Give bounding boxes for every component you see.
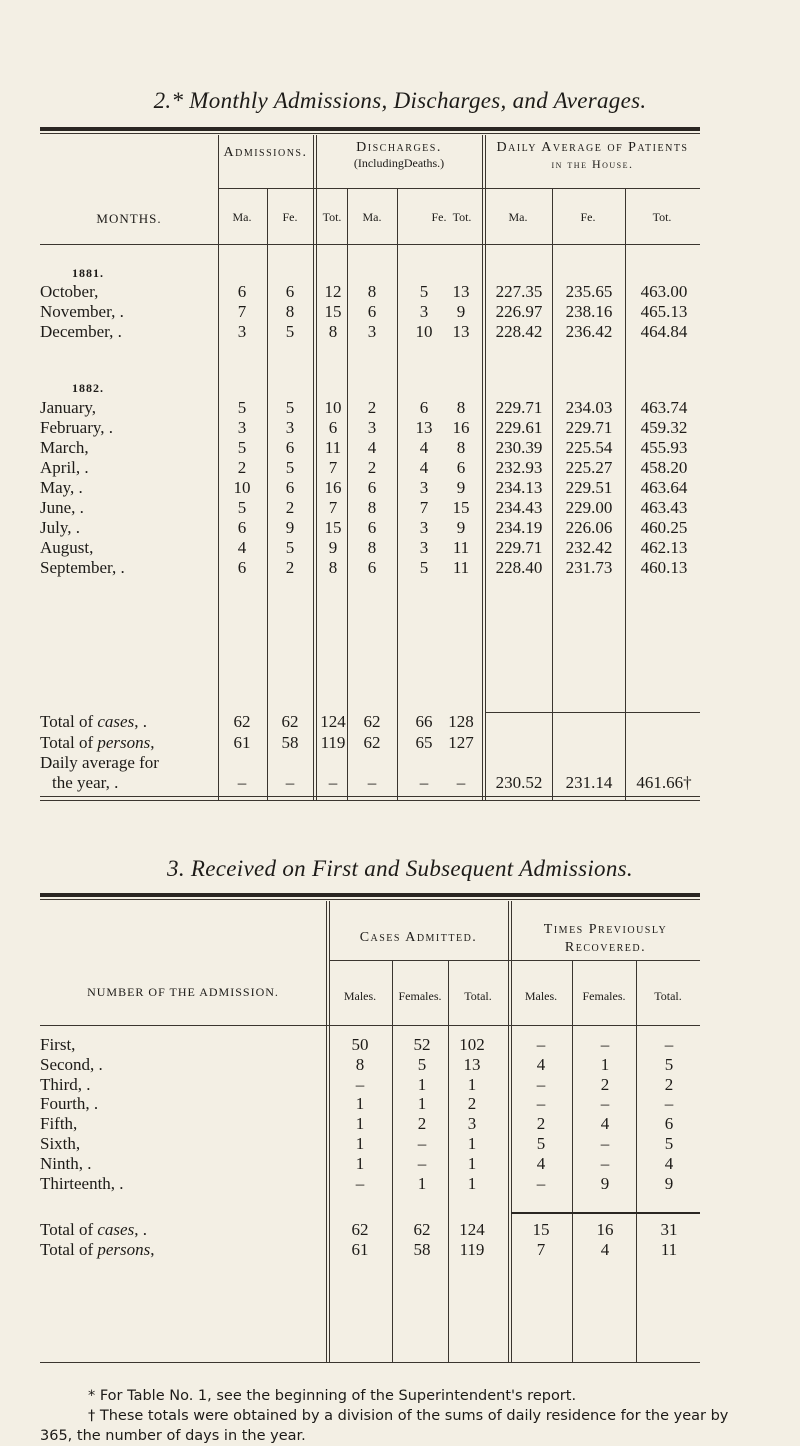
discharges-cell: 3 [419,518,429,537]
cases-admitted-cell: 50 [351,1035,369,1054]
times-recovered-cell: – [536,1035,546,1054]
admissions-cell: 3 [237,418,247,437]
cases-females-header: Females. [398,989,442,1003]
admissions-cell: 8 [328,322,338,341]
dis-ma-header: Ma. [362,210,382,224]
discharges-cell: 2 [367,458,377,477]
admission-number-label: Second, . [40,1055,103,1074]
times-recovered-cell: – [600,1094,610,1113]
yearly-average-cell: 230.52 [495,773,543,792]
discharges-cell: 9 [456,518,466,537]
discharges-cell: 3 [419,538,429,557]
discharges-cell: 13 [452,322,470,341]
daily-average-cell: 229.71 [495,398,543,417]
daily-average-cell: 229.51 [565,478,613,497]
discharges-cell: 8 [456,398,466,417]
daily-average-cell: 459.32 [640,418,688,437]
total-persons-cell: 119 [320,733,346,752]
totals-rule [511,1212,700,1214]
cases-admitted-cell: 13 [463,1055,481,1074]
admissions-cell: 11 [324,438,342,457]
times-recovered-subheader: Recovered. [564,940,647,955]
admissions-cell: 3 [237,322,247,341]
daily-average-cell: 235.65 [565,282,613,301]
month-label: October, [40,282,99,301]
admissions-cell: 9 [328,538,338,557]
discharges-cell: 13 [415,418,433,437]
admissions-cell: 6 [237,282,247,301]
admissions-cell: 7 [237,302,247,321]
daily-average-cell: 229.71 [495,538,543,557]
cases-admitted-cell: – [355,1075,365,1094]
daily-average-cell: 226.06 [565,518,613,537]
daily-average-cell: 227.35 [495,282,543,301]
avg-fe-header: Fe. [580,210,596,224]
total-cases-cell: 16 [596,1220,614,1239]
table2-title: 2.* Monthly Admissions, Discharges, and Averages. [153,88,647,113]
daily-average-cell: 225.27 [565,458,613,477]
cases-admitted-cell: 2 [417,1114,427,1133]
admissions-cell: 9 [285,518,295,537]
admissions-cell: 5 [285,538,295,557]
daily-average-cell: 462.13 [640,538,688,557]
month-label: June, . [40,498,84,517]
discharges-cell: 3 [367,322,377,341]
discharges-cell: 8 [367,538,377,557]
daily-average-cell: 463.43 [640,498,688,517]
total-cases-cell: 62 [281,712,299,731]
daily-average-cell: 228.40 [495,558,543,577]
discharges-cell: 6 [367,478,377,497]
daily-average-cell: 463.74 [640,398,688,417]
times-recovered-cell: 5 [664,1134,674,1153]
admissions-cell: 6 [328,418,338,437]
admissions-header: Admissions. [223,145,308,160]
daily-average-cell: 463.00 [640,282,688,301]
total-persons-cell: 7 [536,1240,546,1259]
daily-average-cell: 455.93 [640,438,688,457]
cases-admitted-cell: 2 [467,1094,477,1113]
daily-average-cell: 225.54 [565,438,613,457]
dash-cell: – [328,773,338,792]
total-cases-cell: 31 [660,1220,678,1239]
daily-average-cell: 229.71 [565,418,613,437]
month-label: September, . [40,558,125,577]
months-header: MONTHS. [96,211,162,226]
total-cases-cell: 124 [459,1220,485,1239]
times-recovered-cell: – [536,1075,546,1094]
avg-tot-header: Tot. [652,210,672,224]
discharges-cell: 6 [419,398,429,417]
admissions-cell: 5 [237,438,247,457]
table2-bottom-rule [40,796,700,801]
cases-admitted-cell: 3 [467,1114,477,1133]
total-persons-cell: 65 [415,733,433,752]
total-persons-cell: 119 [459,1240,485,1259]
month-label: August, [40,538,94,557]
times-recovered-cell: – [536,1174,546,1193]
table3-bottom-rule [40,1362,700,1363]
daily-average-label: Daily average for [40,753,159,772]
admissions-cell: 8 [328,558,338,577]
daily-average-cell: 230.39 [495,438,543,457]
totals-rule [485,712,700,713]
discharges-cell: 6 [367,558,377,577]
daily-average-cell: 234.43 [495,498,543,517]
discharges-cell: 16 [452,418,470,437]
cases-admitted-cell: – [417,1154,427,1173]
admissions-cell: 2 [285,558,295,577]
times-recovered-cell: – [600,1035,610,1054]
total-persons-cell: 127 [448,733,474,752]
cases-admitted-cell: – [355,1174,365,1193]
admission-number-label: Ninth, . [40,1154,92,1173]
admissions-cell: 6 [285,282,295,301]
admissions-cell: 16 [324,478,342,497]
cases-admitted-cell: 8 [355,1055,365,1074]
admissions-cell: 12 [324,282,342,301]
adm-tot-header: Tot. [322,210,342,224]
cases-admitted-cell: 102 [459,1035,485,1054]
daily-average-label-cont: the year, . [52,773,119,792]
times-recovered-cell: 4 [664,1154,674,1173]
discharges-cell: 8 [456,438,466,457]
admissions-cell: 10 [324,398,342,417]
daily-average-cell: 458.20 [640,458,688,477]
cases-admitted-cell: 1 [467,1174,477,1193]
daily-average-cell: 234.19 [495,518,543,537]
times-recovered-cell: 1 [600,1055,610,1074]
times-recovered-cell: 4 [536,1055,546,1074]
cases-admitted-cell: 1 [417,1094,427,1113]
daily-average-cell: 463.64 [640,478,688,497]
discharges-cell: 4 [367,438,377,457]
discharges-cell: 11 [452,538,470,557]
daily-average-subheader: in the House. [551,157,634,171]
discharges-cell: 5 [419,558,429,577]
cases-admitted-cell: 1 [467,1134,477,1153]
daily-average-cell: 232.93 [495,458,543,477]
admissions-cell: 5 [285,398,295,417]
times-recovered-cell: – [664,1094,674,1113]
discharges-subheader: (IncludingDeaths.) [353,156,445,170]
daily-average-cell: 229.00 [565,498,613,517]
discharges-cell: 8 [367,498,377,517]
total-cases-cell: 66 [415,712,433,731]
times-recovered-header: Times Previously [543,922,668,937]
cases-admitted-cell: 1 [355,1134,365,1153]
discharges-cell: 8 [367,282,377,301]
discharges-cell: 6 [367,518,377,537]
cases-admitted-cell: 5 [417,1055,427,1074]
month-label: April, . [40,458,89,477]
discharges-cell: 4 [419,458,429,477]
year-1882: 1882. [72,381,104,395]
cases-admitted-cell: 1 [417,1174,427,1193]
discharges-cell: 6 [367,302,377,321]
discharges-cell: 4 [419,438,429,457]
daily-average-cell: 464.84 [640,322,688,341]
adm-fe-header: Fe. [282,210,298,224]
dash-cell: – [237,773,247,792]
admission-number-label: Fourth, . [40,1094,99,1113]
yearly-average-cell: 231.14 [565,773,613,792]
admissions-cell: 5 [285,458,295,477]
total-persons-cell: 58 [413,1240,431,1259]
admission-number-label: First, [40,1035,76,1054]
total-cases-cell: 62 [413,1220,431,1239]
year-1881: 1881. [72,266,104,280]
total-persons-label: Total of persons, [40,1240,155,1259]
admissions-cell: 7 [328,458,338,477]
discharges-cell: 6 [456,458,466,477]
times-recovered-cell: 4 [536,1154,546,1173]
discharges-cell: 9 [456,478,466,497]
total-persons-cell: 62 [363,733,381,752]
admission-number-label: Sixth, [40,1134,81,1153]
footnote-dagger-cont: 365, the number of days in the year. [40,1428,306,1444]
total-persons-cell: 61 [233,733,251,752]
month-label: February, . [40,418,114,437]
daily-average-header: Daily Average of Patients [496,140,689,155]
admissions-cell: 5 [237,398,247,417]
daily-average-cell: 238.16 [565,302,613,321]
discharges-cell: 13 [452,282,470,301]
month-label: January, [40,398,97,417]
dis-fe-header: Fe. [431,210,447,224]
times-recovered-cell: 5 [664,1055,674,1074]
total-cases-label: Total of cases, . [40,712,147,731]
admissions-cell: 7 [328,498,338,517]
admissions-cell: 5 [237,498,247,517]
daily-average-cell: 234.03 [565,398,613,417]
cases-admitted-cell: 1 [355,1094,365,1113]
daily-average-cell: 228.42 [495,322,543,341]
admission-number-label: Thirteenth, . [40,1174,124,1193]
total-cases-cell: 128 [448,712,474,731]
discharges-cell: 3 [419,302,429,321]
month-label: November, . [40,302,124,321]
discharges-cell: 3 [419,478,429,497]
total-persons-label: Total of persons, [40,733,155,752]
admissions-cell: 15 [324,302,342,321]
daily-average-cell: 465.13 [640,302,688,321]
month-label: December, . [40,322,122,341]
total-persons-cell: 4 [600,1240,610,1259]
admissions-cell: 2 [237,458,247,477]
cases-admitted-cell: 1 [355,1154,365,1173]
admissions-cell: 15 [324,518,342,537]
table3-top-rule [40,893,700,897]
cases-admitted-header: Cases Admitted. [359,930,478,945]
admission-number-header: NUMBER OF THE ADMISSION. [87,985,279,999]
avg-ma-header: Ma. [508,210,528,224]
admissions-cell: 6 [285,478,295,497]
discharges-header: Discharges. [356,140,442,155]
times-recovered-cell: 4 [600,1114,610,1133]
table3-title: 3. Received on First and Subsequent Admissions. [167,856,633,881]
admissions-cell: 2 [285,498,295,517]
total-cases-cell: 62 [351,1220,369,1239]
daily-average-cell: 234.13 [495,478,543,497]
daily-average-cell: 232.42 [565,538,613,557]
times-recovered-cell: – [536,1094,546,1113]
admissions-cell: 8 [285,302,295,321]
month-label: May, . [40,478,83,497]
times-recovered-cell: 5 [536,1134,546,1153]
cases-admitted-cell: – [417,1134,427,1153]
discharges-cell: 7 [419,498,429,517]
cases-admitted-cell: 1 [467,1154,477,1173]
total-cases-cell: 15 [532,1220,550,1239]
total-cases-label: Total of cases, . [40,1220,147,1239]
discharges-cell: 10 [415,322,433,341]
dash-cell: – [367,773,377,792]
table2-top-rule [40,127,700,131]
times-recovered-cell: – [664,1035,674,1054]
times-recovered-cell: 2 [536,1114,546,1133]
cases-total-header: Total. [464,989,492,1003]
daily-average-cell: 460.13 [640,558,688,577]
cases-males-header: Males. [343,989,377,1003]
daily-average-cell: 460.25 [640,518,688,537]
discharges-cell: 11 [452,558,470,577]
total-persons-cell: 58 [281,733,299,752]
discharges-cell: 2 [367,398,377,417]
dis-tot-header: Tot. [452,210,472,224]
admissions-cell: 6 [237,518,247,537]
daily-average-cell: 236.42 [565,322,613,341]
times-males-header: Males. [524,989,558,1003]
admission-number-label: Third, . [40,1075,91,1094]
times-recovered-cell: 2 [664,1075,674,1094]
cases-admitted-cell: 1 [417,1075,427,1094]
times-females-header: Females. [582,989,626,1003]
times-recovered-cell: 9 [664,1174,674,1193]
total-cases-cell: 62 [233,712,251,731]
cases-admitted-cell: 52 [413,1035,431,1054]
daily-average-cell: 229.61 [495,418,543,437]
daily-average-cell: 231.73 [565,558,613,577]
discharges-cell: 15 [452,498,470,517]
times-recovered-cell: 2 [600,1075,610,1094]
dash-cell: – [456,773,466,792]
dash-cell: – [285,773,295,792]
admissions-cell: 6 [237,558,247,577]
dash-cell: – [419,773,429,792]
footnote-star: * For Table No. 1, see the beginning of the Superintendent's report. [88,1388,577,1404]
times-recovered-cell: – [600,1154,610,1173]
daily-average-cell: 226.97 [495,302,543,321]
times-total-header: Total. [654,989,682,1003]
total-persons-cell: 61 [351,1240,369,1259]
cases-admitted-cell: 1 [467,1075,477,1094]
times-recovered-cell: 6 [664,1114,674,1133]
discharges-cell: 3 [367,418,377,437]
admissions-cell: 5 [285,322,295,341]
admissions-cell: 4 [237,538,247,557]
footnote-dagger: † These totals were obtained by a division of the sums of daily residence for the year by [88,1408,729,1424]
admission-number-label: Fifth, [40,1114,78,1133]
total-persons-cell: 11 [660,1240,678,1259]
discharges-cell: 9 [456,302,466,321]
month-label: March, [40,438,89,457]
times-recovered-cell: – [600,1134,610,1153]
admissions-cell: 6 [285,438,295,457]
admissions-cell: 3 [285,418,295,437]
times-recovered-cell: 9 [600,1174,610,1193]
month-label: July, . [40,518,80,537]
admissions-cell: 10 [233,478,251,497]
yearly-average-cell: 461.66† [636,773,692,792]
total-cases-cell: 124 [320,712,346,731]
cases-admitted-cell: 1 [355,1114,365,1133]
total-cases-cell: 62 [363,712,381,731]
adm-ma-header: Ma. [232,210,252,224]
discharges-cell: 5 [419,282,429,301]
